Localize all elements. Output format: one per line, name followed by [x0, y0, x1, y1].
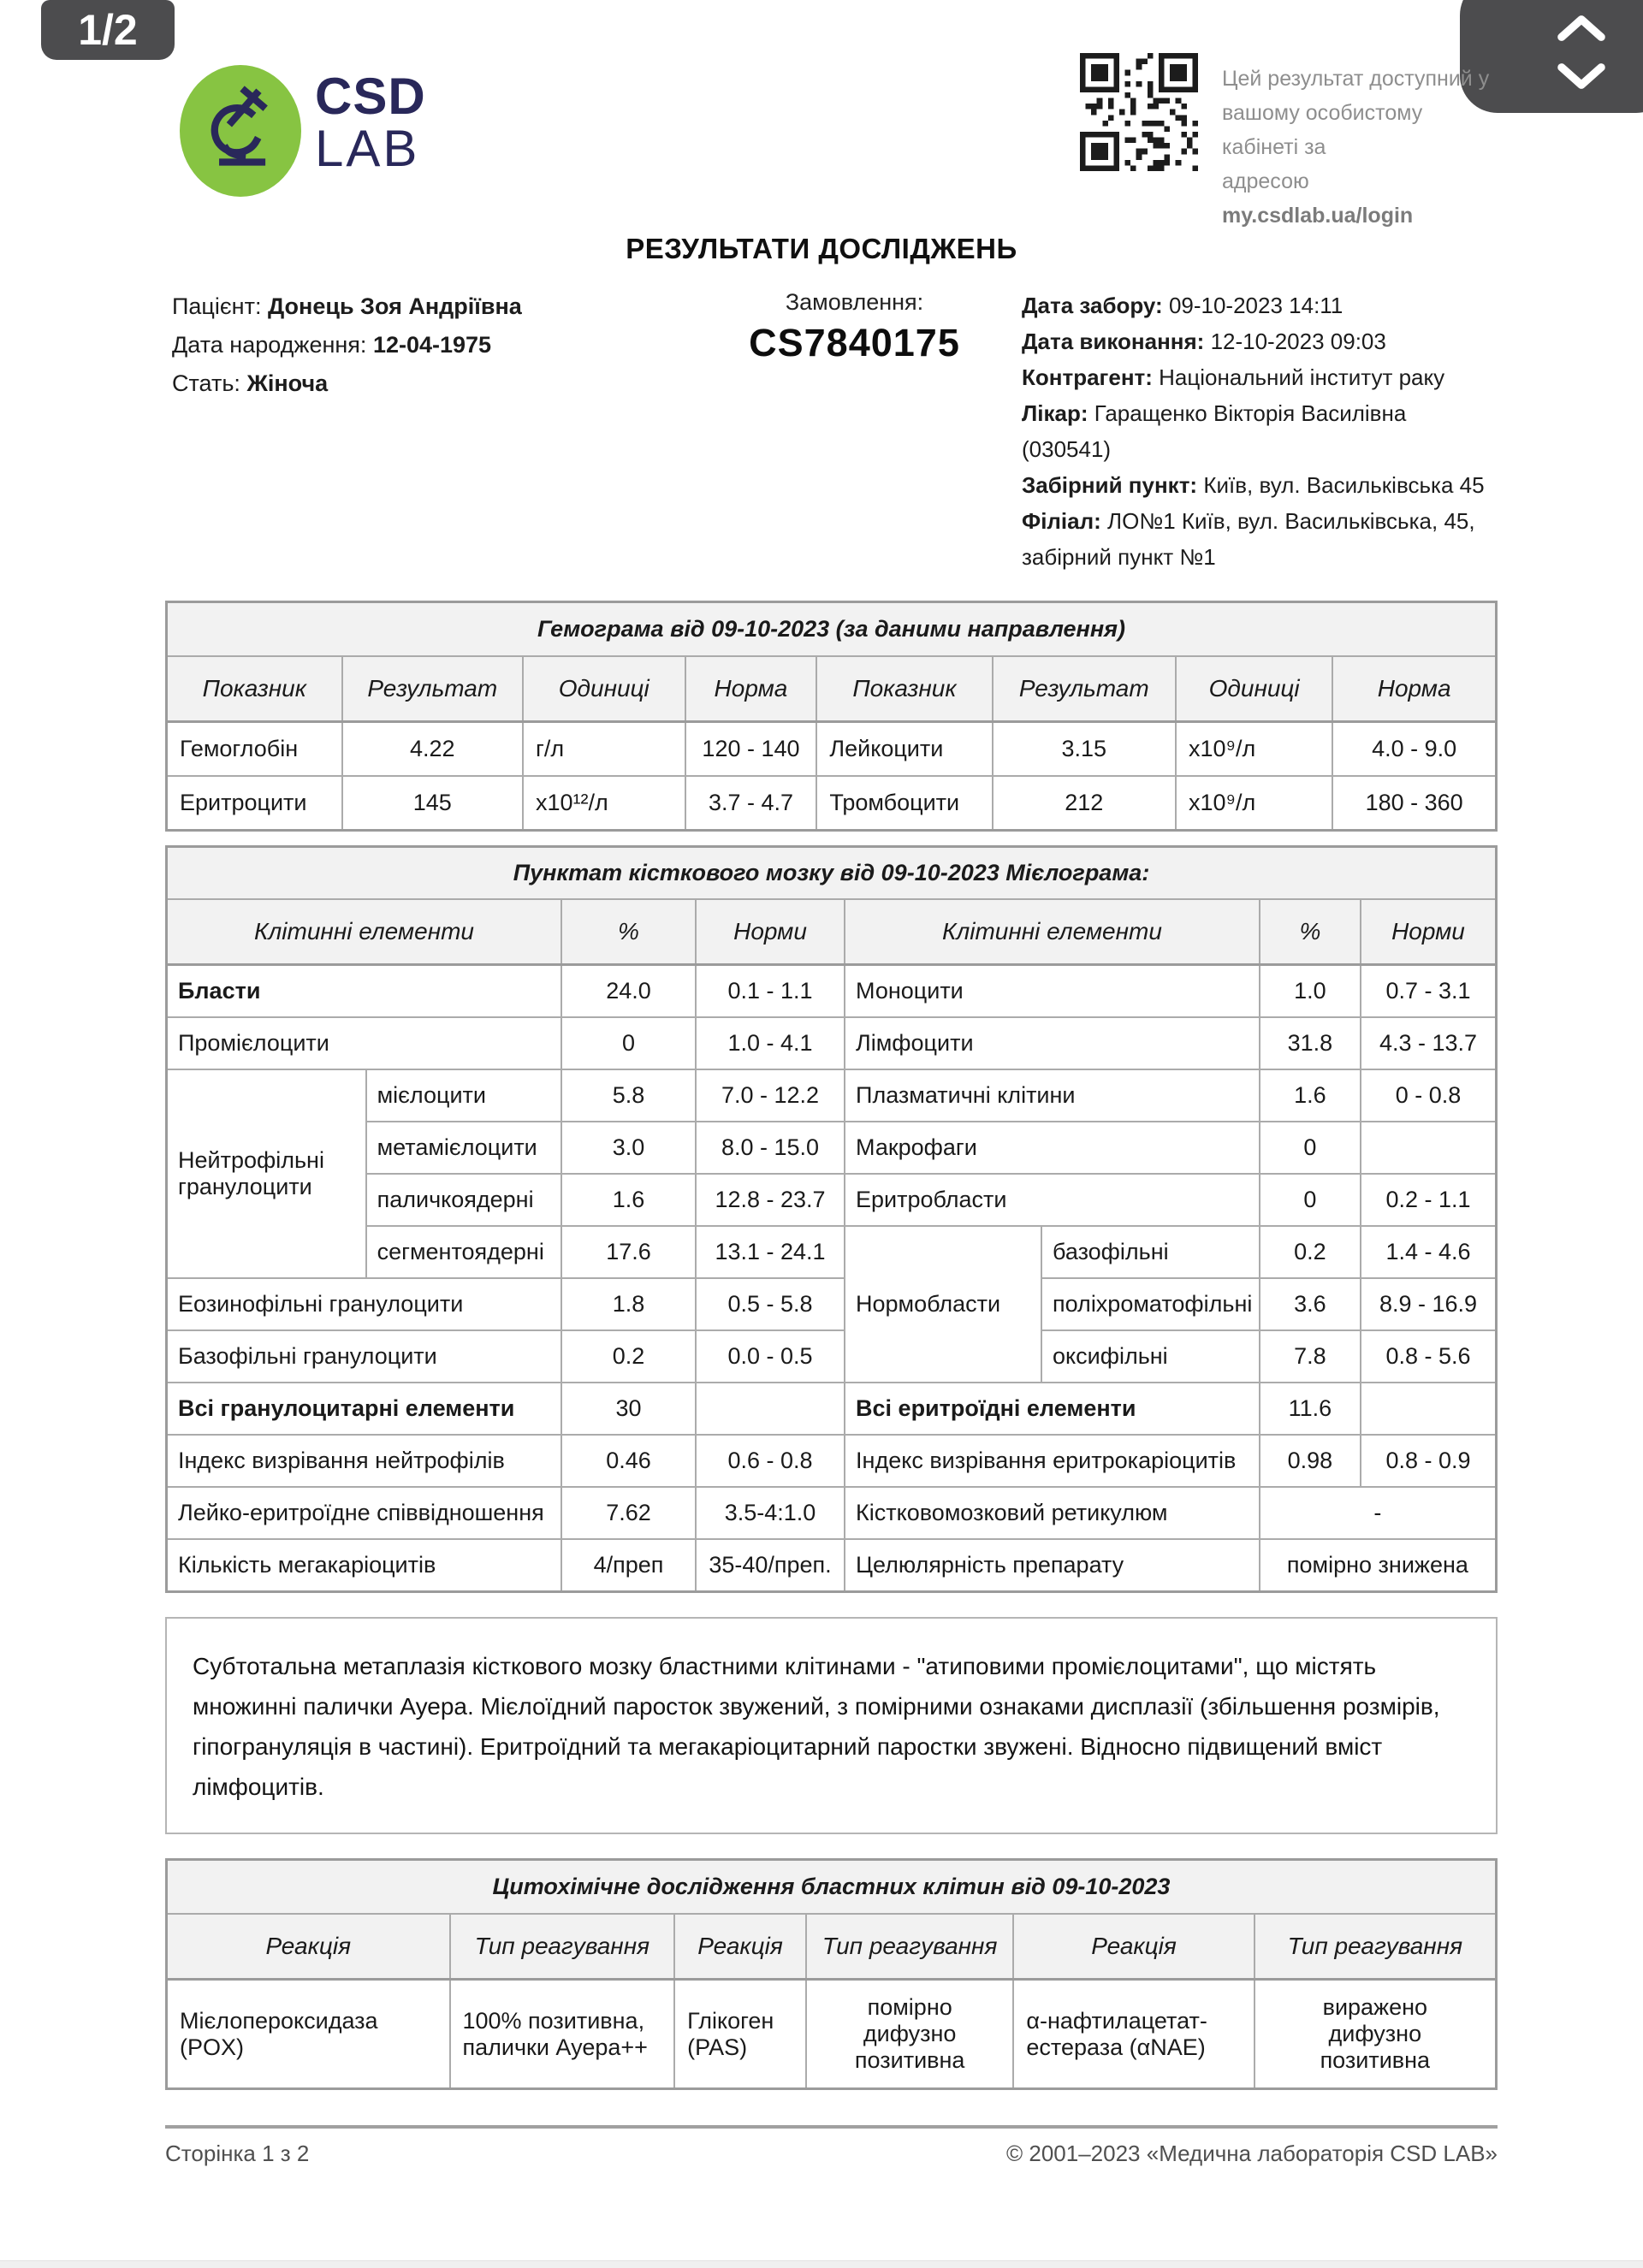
table-cell: оксифільні	[1041, 1330, 1260, 1383]
page-title: РЕЗУЛЬТАТИ ДОСЛІДЖЕНЬ	[626, 233, 1017, 264]
column-header: Клітинні елементи	[167, 899, 562, 965]
qr-note-text	[1222, 62, 1496, 233]
table-cell: 1.8	[561, 1278, 696, 1330]
column-header: Клітинні елементи	[845, 899, 1260, 965]
table-cell	[696, 1383, 845, 1435]
table-cell: Індекс визрівання еритрокаріоцитів	[845, 1435, 1260, 1487]
table-title: Гемограма від 09-10-2023 (за даними направлення)	[167, 602, 1497, 657]
order-details-block	[1022, 287, 1498, 575]
column-header: Реакція	[1013, 1914, 1254, 1980]
table-cell: 100% позитивна, палички Ауера++	[450, 1980, 675, 2089]
table-row	[167, 1487, 1497, 1539]
column-header: Результат	[342, 656, 523, 722]
page-footer	[165, 2141, 1498, 2167]
table-row	[167, 1383, 1497, 1435]
table-cell: х10¹²/л	[523, 776, 685, 831]
qr-note-line-1: Цей результат доступний у	[1222, 67, 1490, 91]
table-title: Цитохімічне дослідження бластних клітин від 09-10-2023	[167, 1860, 1497, 1915]
column-header: Одиниці	[1176, 656, 1332, 722]
table-header-row	[167, 1914, 1497, 1980]
column-header: %	[1260, 899, 1361, 965]
column-header: Норми	[1361, 899, 1497, 965]
table-cell: виражено дифузно позитивна	[1254, 1980, 1497, 2089]
table-cell	[1361, 1122, 1497, 1174]
table-cell: х10⁹/л	[1176, 776, 1332, 831]
page-indicator-badge	[41, 0, 175, 60]
table-cell: 31.8	[1260, 1017, 1361, 1069]
table-cell: Нормобласти	[845, 1226, 1041, 1383]
table-cell: 4.22	[342, 722, 523, 777]
footer-copyright: © 2001–2023 «Медична лабораторія CSD LAB»	[1006, 2141, 1498, 2166]
table-cell: 7.0 - 12.2	[696, 1069, 845, 1122]
table-cell: Індекс визрівання нейтрофілів	[167, 1435, 562, 1487]
table-cell: -	[1260, 1487, 1497, 1539]
table-cell: 0.7 - 3.1	[1361, 965, 1497, 1018]
microscope-icon	[196, 81, 285, 181]
table-cell: 8.0 - 15.0	[696, 1122, 845, 1174]
table-header-row	[167, 899, 1497, 965]
table-cell: 24.0	[561, 965, 696, 1018]
table-cell: Целюлярність препарату	[845, 1539, 1260, 1592]
qr-note-line-2: вашому особистому кабінеті за	[1222, 101, 1423, 159]
table-cell: 11.6	[1260, 1383, 1361, 1435]
doctor-line: Лікар: Гаращенко Вікторія Василівна (030541)	[1022, 400, 1407, 462]
table-cell: 1.6	[561, 1174, 696, 1226]
table-cell: Макрофаги	[845, 1122, 1260, 1174]
table-cell: α-нафтилацетат-естераза (αNAE)	[1013, 1980, 1254, 2089]
table-cell: 12.8 - 23.7	[696, 1174, 845, 1226]
table-cell: помірно знижена	[1260, 1539, 1497, 1592]
table-cell	[1361, 1383, 1497, 1435]
myelogram-conclusion-text: Субтотальна метаплазія кісткового мозку бластними клітинами - "атиповими промієлоцитами", що містять множинні палички Ауера. Мієлоїдний паросток звужений, з помірними ознаками дисплазії (збільшення розмірів, гіпогрануляція в частині). Еритроїдний та мегакаріоцитарний паростки звужені. Відносно підвищений вміст лімфоцитів.	[165, 1617, 1498, 1834]
order-label: Замовлення:	[785, 289, 924, 315]
patient-sex-line: Стать: Жіноча	[172, 370, 329, 396]
table-cell: 0.2	[1260, 1226, 1361, 1278]
csd-lab-wordmark	[315, 68, 426, 178]
table-cell: 0.46	[561, 1435, 696, 1487]
column-header: Норма	[685, 656, 817, 722]
table-row	[167, 1226, 1497, 1278]
next-page-edge	[0, 2260, 1643, 2268]
table-cell: Лімфоцити	[845, 1017, 1260, 1069]
table-cell: 3.5-4:1.0	[696, 1487, 845, 1539]
column-header: Реакція	[167, 1914, 450, 1980]
collection-point-line: Забірний пункт: Київ, вул. Васильківська 45	[1022, 472, 1485, 498]
csd-lab-logo	[180, 65, 301, 197]
table-row	[167, 776, 1497, 831]
table-cell: 13.1 - 24.1	[696, 1226, 845, 1278]
table-cell: 0 - 0.8	[1361, 1069, 1497, 1122]
chevron-up-icon	[1550, 13, 1613, 46]
table-cell: 5.8	[561, 1069, 696, 1122]
table-cell: Лейкоцити	[816, 722, 992, 777]
table-cell: 120 - 140	[685, 722, 817, 777]
table-cell: Тромбоцити	[816, 776, 992, 831]
branch-line: Філіал: ЛО№1 Київ, вул. Васильківська, 45, забірний пункт №1	[1022, 508, 1475, 570]
table-cell: 30	[561, 1383, 696, 1435]
scroll-down-button[interactable]	[1539, 56, 1624, 98]
patient-name-line: Пацієнт: Донець Зоя Андріївна	[172, 293, 522, 319]
table-cell: 17.6	[561, 1226, 696, 1278]
scroll-up-button[interactable]	[1539, 9, 1624, 50]
table-cell: Глікоген (PAS)	[674, 1980, 806, 2089]
column-header: Норми	[696, 899, 845, 965]
table-cell: Кількість мегакаріоцитів	[167, 1539, 562, 1592]
table-row	[167, 1980, 1497, 2089]
table-cell: 0	[1260, 1122, 1361, 1174]
table-cell: 0.6 - 0.8	[696, 1435, 845, 1487]
table-cell: 4.3 - 13.7	[1361, 1017, 1497, 1069]
order-block	[687, 287, 1022, 575]
order-info-row	[165, 287, 1498, 575]
table-row	[167, 1069, 1497, 1122]
column-header: Тип реагування	[450, 1914, 675, 1980]
table-cell: 1.0 - 4.1	[696, 1017, 845, 1069]
table-cell: 1.4 - 4.6	[1361, 1226, 1497, 1278]
table-row	[167, 1174, 1497, 1226]
table-cell: 0	[561, 1017, 696, 1069]
qr-note-line-3: адресою my.csdlab.ua/login	[1222, 169, 1414, 228]
table-cell: 4.0 - 9.0	[1332, 722, 1496, 777]
table-cell: 8.9 - 16.9	[1361, 1278, 1497, 1330]
table-title: Пунктат кісткового мозку від 09-10-2023 Мієлограма:	[167, 847, 1497, 900]
table-cell: Гемоглобін	[167, 722, 342, 777]
table-cell: сегментоядерні	[366, 1226, 561, 1278]
table-row	[167, 1539, 1497, 1592]
table-cell: Еозинофільні гранулоцити	[167, 1278, 562, 1330]
qr-note-login-url: my.csdlab.ua/login	[1222, 204, 1414, 228]
table-cell: х10⁹/л	[1176, 722, 1332, 777]
table-cell: 180 - 360	[1332, 776, 1496, 831]
column-header: Показник	[167, 656, 342, 722]
table-cell: 0.1 - 1.1	[696, 965, 845, 1018]
column-header: Одиниці	[523, 656, 685, 722]
table-cell: Кістковомозковий ретикулюм	[845, 1487, 1260, 1539]
table-cell: Плазматичні клітини	[845, 1069, 1260, 1122]
table-row	[167, 722, 1497, 777]
myelogram-table	[165, 845, 1498, 1593]
table-cell: 0.8 - 0.9	[1361, 1435, 1497, 1487]
column-header: %	[561, 899, 696, 965]
table-cell: 0.2 - 1.1	[1361, 1174, 1497, 1226]
column-header: Показник	[816, 656, 992, 722]
qr-code	[1080, 53, 1198, 171]
table-cell: 212	[993, 776, 1176, 831]
footer-page-number: Сторінка 1 з 2	[165, 2141, 310, 2166]
table-cell: Промієлоцити	[167, 1017, 562, 1069]
table-cell: 0.8 - 5.6	[1361, 1330, 1497, 1383]
table-cell: 0.5 - 5.8	[696, 1278, 845, 1330]
table-cell: г/л	[523, 722, 685, 777]
patient-birthdate-line: Дата народження: 12-04-1975	[172, 332, 492, 358]
table-cell: 3.15	[993, 722, 1176, 777]
table-row	[167, 1330, 1497, 1383]
table-cell: Еритробласти	[845, 1174, 1260, 1226]
patient-info-block	[165, 287, 687, 575]
table-cell: паличкоядерні	[366, 1174, 561, 1226]
chevron-down-icon	[1550, 61, 1613, 94]
collection-date-line: Дата забору: 09-10-2023 14:11	[1022, 293, 1343, 318]
table-cell: базофільні	[1041, 1226, 1260, 1278]
table-cell: Еритроцити	[167, 776, 342, 831]
logo-line-1: CSD	[315, 68, 426, 125]
table-row	[167, 1122, 1497, 1174]
table-row	[167, 965, 1497, 1018]
table-cell: 1.0	[1260, 965, 1361, 1018]
cytochemistry-table	[165, 1858, 1498, 2090]
table-row	[167, 1017, 1497, 1069]
table-cell: 7.62	[561, 1487, 696, 1539]
table-cell: Всі еритроїдні елементи	[845, 1383, 1260, 1435]
table-row	[167, 1435, 1497, 1487]
table-cell: 3.6	[1260, 1278, 1361, 1330]
table-cell: 145	[342, 776, 523, 831]
table-cell: 3.0	[561, 1122, 696, 1174]
table-cell: 0.0 - 0.5	[696, 1330, 845, 1383]
table-cell: 0.2	[561, 1330, 696, 1383]
table-cell: мієлоцити	[366, 1069, 561, 1122]
table-cell: Нейтрофільні гранулоцити	[167, 1069, 366, 1278]
footer-divider	[165, 2125, 1498, 2129]
table-cell: метамієлоцити	[366, 1122, 561, 1174]
table-cell: 1.6	[1260, 1069, 1361, 1122]
table-cell: 0	[1260, 1174, 1361, 1226]
table-cell: помірно дифузно позитивна	[806, 1980, 1013, 2089]
table-cell: 4/преп	[561, 1539, 696, 1592]
logo-line-2: LAB	[315, 120, 420, 178]
table-cell: Моноцити	[845, 965, 1260, 1018]
completion-date-line: Дата виконання: 12-10-2023 09:03	[1022, 329, 1386, 354]
table-header-row	[167, 656, 1497, 722]
page-indicator-text: 1/2	[78, 6, 138, 54]
table-cell: поліхроматофільні	[1041, 1278, 1260, 1330]
column-header: Тип реагування	[806, 1914, 1013, 1980]
order-number: CS7840175	[749, 321, 960, 364]
table-cell: 3.7 - 4.7	[685, 776, 817, 831]
column-header: Реакція	[674, 1914, 806, 1980]
column-header: Норма	[1332, 656, 1496, 722]
column-header: Тип реагування	[1254, 1914, 1497, 1980]
table-cell: 0.98	[1260, 1435, 1361, 1487]
table-cell: Всі гранулоцитарні елементи	[167, 1383, 562, 1435]
table-cell: 35-40/преп.	[696, 1539, 845, 1592]
table-cell: Лейко-еритроїдне співвідношення	[167, 1487, 562, 1539]
table-cell: Бласти	[167, 965, 562, 1018]
table-cell: 7.8	[1260, 1330, 1361, 1383]
hemogram-table	[165, 601, 1498, 832]
table-row	[167, 1278, 1497, 1330]
table-cell: Мієлопероксидаза (POX)	[167, 1980, 450, 2089]
column-header: Результат	[993, 656, 1176, 722]
contractor-line: Контрагент: Національний інститут раку	[1022, 364, 1445, 390]
table-cell: Базофільні гранулоцити	[167, 1330, 562, 1383]
